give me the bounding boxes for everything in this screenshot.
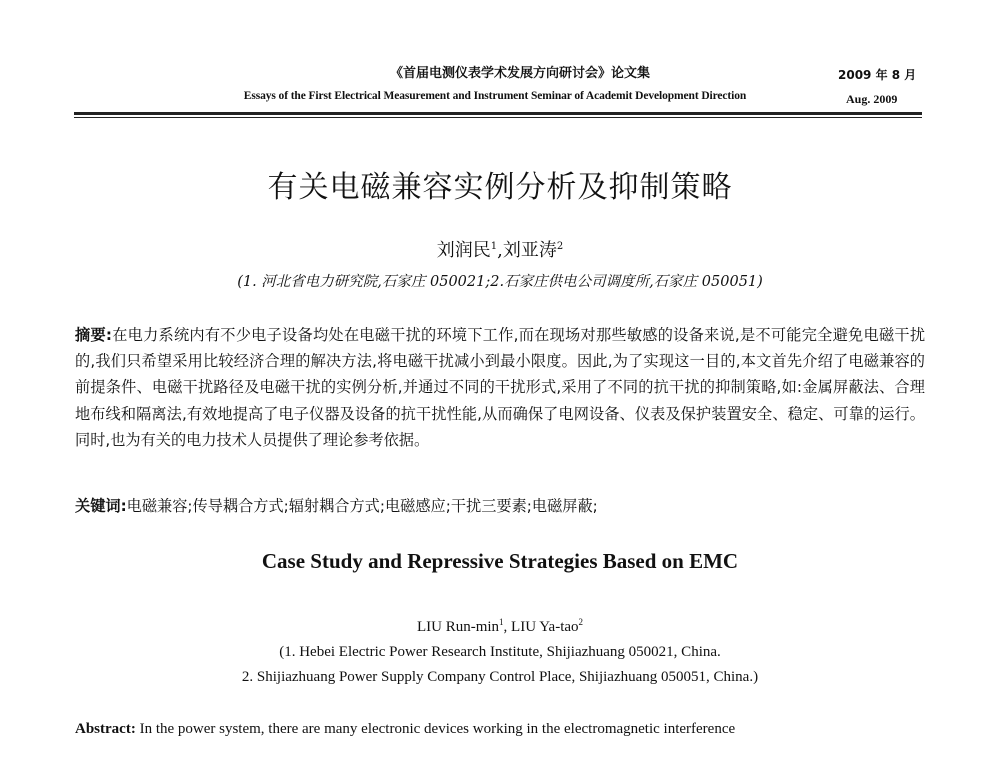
author-2-en: LIU Ya-tao [511, 619, 579, 635]
header-rule-thick [74, 112, 922, 115]
abstract-label-en: Abstract: [75, 721, 136, 737]
abstract-en [75, 717, 925, 741]
abstract-cn [75, 322, 925, 453]
paper-title-cn: 有关电磁兼容实例分析及抑制策略 [267, 170, 733, 205]
affiliation-en-line-1: (1. Hebei Electric Power Research Institute, Shijiazhuang 050021, China. [279, 644, 721, 660]
keywords-label-cn: 关键词: [75, 497, 127, 515]
header-rule-thin [74, 117, 922, 118]
journal-title-en: Essays of the First Electrical Measurement and Instrument Seminar of Academit Development Direction [243, 90, 747, 102]
author-1-affil-mark-cn: 1 [490, 241, 498, 252]
affiliation-cn: (1. 河北省电力研究院,石家庄 050021;2.石家庄供电公司调度所,石家庄 050051) [237, 274, 763, 290]
issue-date-cn: 2009 年 8 月 [838, 68, 917, 82]
abstract-label-cn: 摘要: [75, 326, 112, 344]
authors-cn [80, 236, 920, 262]
abstract-text-cn: 在电力系统内有不少电子设备均处在电磁干扰的环境下工作,而在现场对那些敏感的设备来说,是不可能完全避免电磁干扰的,我们只希望采用比较经济合理的解决方法,将电磁干扰减小到最小限度。因此,为了实现这一目的,本文首先介绍了电磁兼容的前提条件、电磁干扰路径及电磁干扰的实例分析,并通过不同的干扰形式,采用了不同的抗干扰的抑制策略,如:金属屏蔽法、合理地布线和隔离法,有效地提高了电子仪器及设备的抗干扰性能,从而确保了电网设备、仪表及保护装置安全、稳定、可靠的运行。同时,也为有关的电力技术人员提供了理论参考依据。 [75, 326, 926, 449]
author-separator-cn: , [497, 240, 503, 261]
author-separator-en: , [503, 619, 512, 635]
author-2-cn: 刘亚涛 [502, 240, 557, 261]
issue-date-en: Aug. 2009 [846, 92, 898, 106]
author-1-cn: 刘润民 [436, 240, 491, 261]
paper-title-en: Case Study and Repressive Strategies Based on EMC [261, 549, 739, 573]
keywords-cn [75, 493, 925, 519]
journal-title-cn: 《首届电测仪表学术发展方向研讨会》论文集 [389, 66, 650, 81]
author-1-affil-mark-en: 1 [499, 617, 504, 627]
keywords-text-cn: 电磁兼容;传导耦合方式;辐射耦合方式;电磁感应;干扰三要素;电磁屏蔽; [126, 497, 598, 515]
author-1-en: LIU Run-min [416, 619, 500, 635]
author-2-affil-mark-cn: 2 [556, 241, 564, 252]
abstract-text-en: In the power system, there are many electronic devices working in the electromagnetic interference [135, 721, 736, 737]
author-2-affil-mark-en: 2 [578, 617, 584, 627]
affiliation-en-line-2: 2. Shijiazhuang Power Supply Company Control Place, Shijiazhuang 050051, China.) [241, 669, 759, 685]
authors-en [80, 617, 920, 636]
